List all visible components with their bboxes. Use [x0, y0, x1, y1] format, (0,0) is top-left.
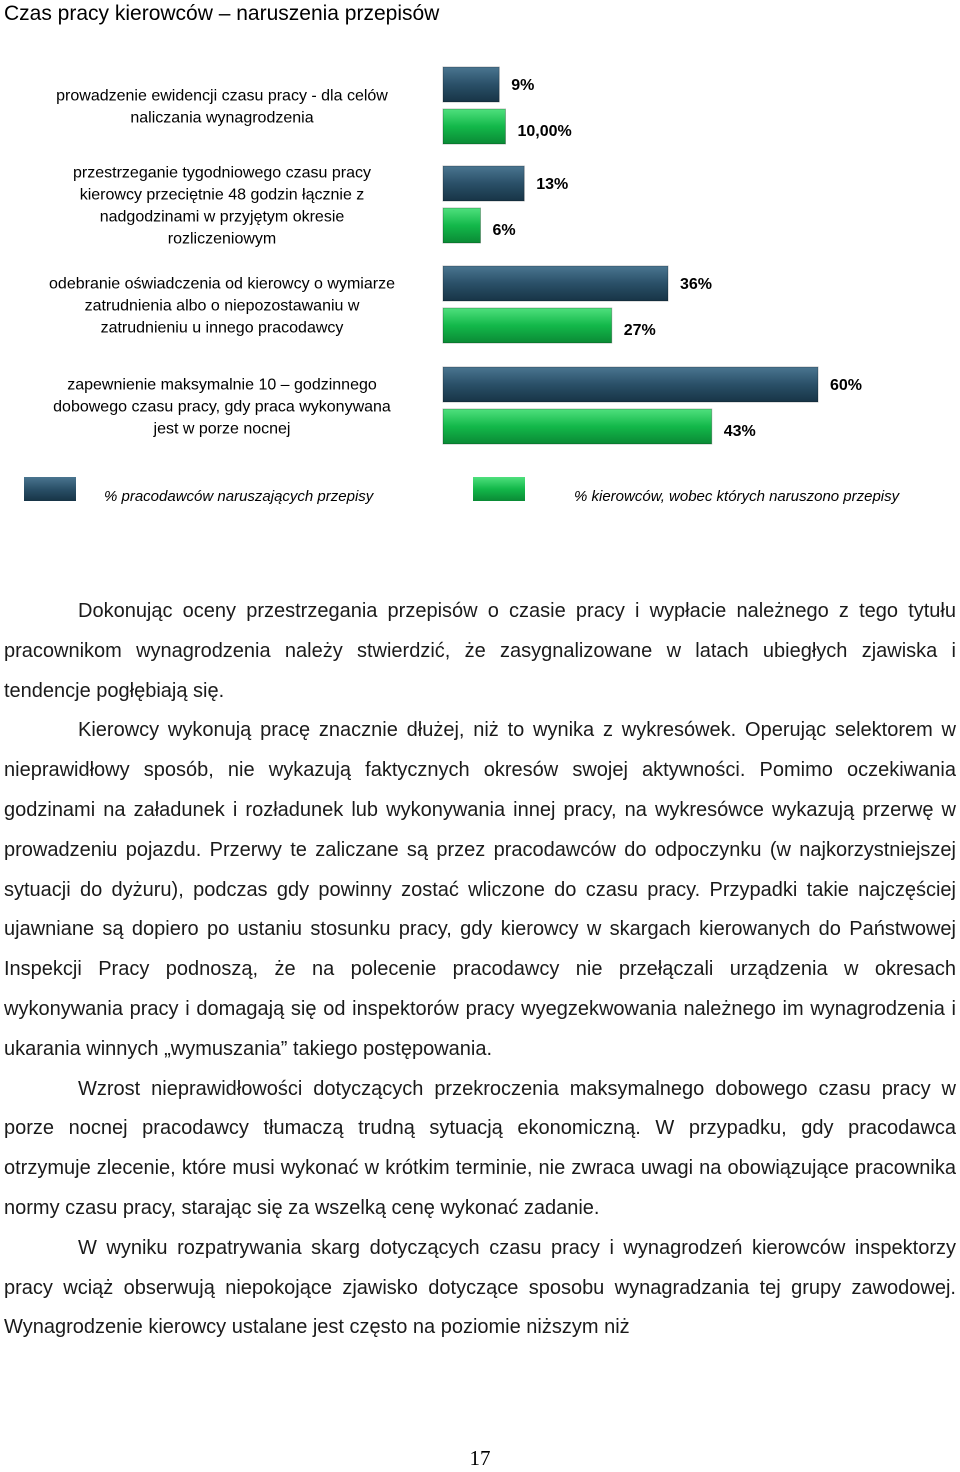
legend-label: % pracodawców naruszających przepisy	[104, 488, 374, 505]
category-label	[73, 165, 371, 248]
data-label: 43%	[723, 423, 756, 440]
data-label: 13%	[536, 176, 569, 193]
data-label: 27%	[623, 322, 656, 339]
page-title: Czas pracy kierowców – naruszenia przepisów	[4, 2, 440, 25]
bar-chart	[0, 55, 960, 515]
category-label-line: odebranie oświadczenia od kierowcy o wymiarze	[49, 275, 395, 293]
category-label-line: przestrzeganie tygodniowego czasu pracy	[73, 164, 371, 182]
data-label: 9%	[511, 77, 535, 94]
paragraph: Wzrost nieprawidłowości dotyczących przekroczenia maksymalnego dobowego czasu pracy w porze nocnej pracodawcy tłumaczą trudną sytuacją ekonomiczną. W przypadku, gdy pracodawca otrzymuje zlecenie, które musi wykonać w krótkim terminie, nie zwraca uwagi na obowiązujące pracownika normy czasu pracy, starając się za wszelką cenę wykonać zadanie.	[4, 1077, 956, 1219]
legend-label: % kierowców, wobec których naruszono przepisy	[574, 488, 900, 505]
paragraph: Dokonując oceny przestrzegania przepisów o czasie pracy i wypłacie należnego z tego tytułu pracownikom wynagrodzenia należy stwierdzić, że zasygnalizowane w latach ubiegłych zjawiska i tendencje pogłębiają się.	[4, 600, 956, 702]
paragraph: W wyniku rozpatrywania skarg dotyczących czasu pracy i wynagrodzeń kierowców inspektorzy pracy wciąż obserwują niepokojące zjawisko dotyczące sposobu wynagradzania tej grupy zawodowej. Wynagrodzenie kierowcy ustalane jest często na poziomie niższym niż	[4, 1236, 956, 1339]
category-label	[53, 377, 391, 438]
driver-bar	[443, 109, 506, 144]
employer-bar	[443, 367, 818, 402]
employer-bar	[443, 67, 499, 102]
driver-bar	[443, 409, 712, 444]
data-label: 60%	[830, 377, 863, 394]
category-label-line: rozliczeniowym	[167, 230, 277, 248]
category-label-line: zatrudnieniu u innego pracodawcy	[100, 319, 344, 337]
legend-swatch-employers	[24, 477, 76, 501]
category-label-line: jest w porze nocnej	[153, 420, 291, 438]
body-text	[4, 592, 956, 1348]
category-label-line: naliczania wynagrodzenia	[130, 109, 314, 127]
category-label-line: nadgodzinami w przyjętym okresie	[99, 208, 345, 226]
category-label	[49, 276, 395, 337]
category-label	[56, 88, 388, 127]
category-label-line: zapewnienie maksymalnie 10 – godzinnego	[67, 376, 377, 394]
category-label-line: prowadzenie ewidencji czasu pracy - dla celów	[56, 87, 388, 105]
employer-bar	[443, 166, 524, 201]
category-label-line: zatrudnienia albo o niepozostawaniu w	[84, 297, 360, 315]
legend-swatch-drivers	[473, 477, 525, 501]
driver-bar	[443, 308, 612, 343]
employer-bar	[443, 266, 668, 301]
data-label: 6%	[492, 222, 516, 239]
category-label-line: kierowcy przeciętnie 48 godzin łącznie z	[79, 186, 365, 204]
paragraph: Kierowcy wykonują pracę znacznie dłużej, niż to wynika z wykresówek. Operując selektorem w nieprawidłowy sposób, nie wykazują faktycznych okresów swojej aktywności. Pomimo oczekiwania godzinami na załadunek i rozładunek lub wykonywania innej pracy, na wykresówce wykazują przerwę w prowadzeniu pojazdu. Przerwy te zaliczane są przez pracodawców do odpoczynku (w najkorzystniejszej sytuacji do dyżuru), podczas gdy powinny zostać wliczone do czasu pracy. Przypadki takie najczęściej ujawniane są dopiero po ustaniu stosunku pracy, gdy kierowcy w skargach kierowanych do Państwowej Inspekcji Pracy podnoszą, że na polecenie pracodawcy nie przełączali urządzenia w okresach wykonywania pracy i domagają się od inspektorów pracy wyegzekwowania należnego im wynagrodzenia i ukarania winnych „wymuszania” takiego postępowania.	[4, 719, 956, 1060]
data-label: 36%	[680, 276, 713, 293]
driver-bar	[443, 208, 481, 243]
category-label-line: dobowego czasu pracy, gdy praca wykonywana	[53, 398, 391, 416]
data-label: 10,00%	[517, 123, 572, 140]
page-number: 17	[469, 1446, 491, 1470]
